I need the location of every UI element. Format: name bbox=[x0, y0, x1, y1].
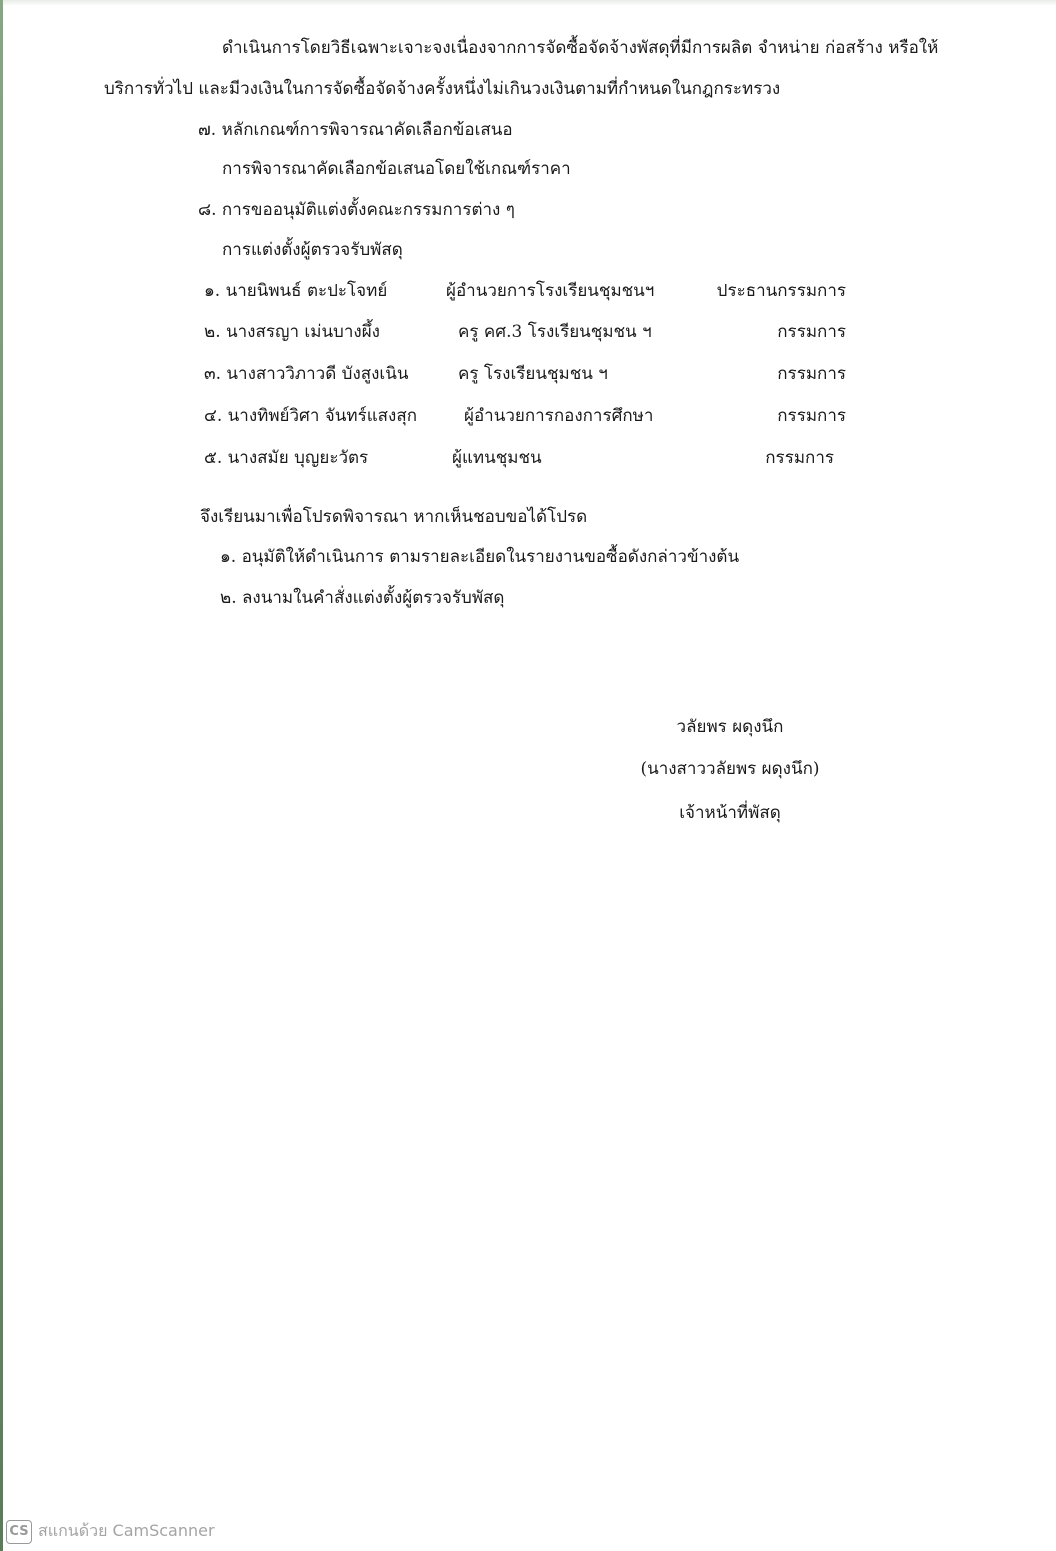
section-8-heading: ๘. การขออนุมัติแต่งตั้งคณะกรรมการต่าง ๆ bbox=[198, 200, 515, 220]
committee-row bbox=[0, 445, 1056, 471]
member-name: ๑. นายนิพนธ์ ตะปะโจทย์ bbox=[204, 281, 388, 301]
section-7-body: การพิจารณาคัดเลือกข้อเสนอโดยใช้เกณฑ์ราคา bbox=[222, 159, 571, 179]
scan-left-edge bbox=[0, 0, 3, 1551]
committee-row bbox=[0, 278, 1056, 304]
member-name: ๕. นางสมัย บุญยะวัตร bbox=[204, 448, 369, 468]
member-name: ๓. นางสาววิภาวดี บังสูงเนิน bbox=[204, 364, 409, 384]
member-role: กรรมการ bbox=[777, 406, 846, 426]
signatory-name: (นางสาววลัยพร ผดุงนึก) bbox=[640, 759, 820, 779]
camscanner-label: สแกนด้วย CamScanner bbox=[38, 1521, 215, 1540]
member-position: ผู้อำนวยการกองการศึกษา bbox=[464, 406, 654, 426]
camscanner-logo-icon: CS bbox=[6, 1520, 32, 1544]
closing-text: จึงเรียนมาเพื่อโปรดพิจารณา หากเห็นชอบขอได้โปรด bbox=[200, 507, 588, 527]
member-role: ประธานกรรมการ bbox=[716, 281, 846, 301]
member-name: ๔. นางทิพย์วิศา จันทร์แสงสุก bbox=[204, 406, 418, 426]
member-position: ผู้แทนชุมชน bbox=[452, 448, 542, 468]
member-position: ครู คศ.3 โรงเรียนชุมชน ฯ bbox=[458, 322, 652, 342]
committee-row bbox=[0, 403, 1056, 429]
committee-row bbox=[0, 361, 1056, 387]
signature: วลัยพร ผดุงนึก bbox=[676, 717, 784, 737]
camscanner-watermark bbox=[6, 1519, 215, 1544]
member-name: ๒. นางสรญา เม่นบางผึ้ง bbox=[204, 322, 380, 342]
section-7-heading: ๗. หลักเกณฑ์การพิจารณาคัดเลือกข้อเสนอ bbox=[198, 120, 513, 140]
intro-line-2: บริการทั่วไป และมีวงเงินในการจัดซื้อจัดจ้างครั้งหนึ่งไม่เกินวงเงินตามที่กำหนดในกฎกระทรวง bbox=[104, 79, 781, 99]
signatory-title: เจ้าหน้าที่พัสดุ bbox=[679, 803, 781, 823]
section-8-body: การแต่งตั้งผู้ตรวจรับพัสดุ bbox=[222, 240, 403, 260]
intro-line-1: ดำเนินการโดยวิธีเฉพาะเจาะจงเนื่องจากการจัดซื้อจัดจ้างพัสดุที่มีการผลิต จำหน่าย ก่อสร้าง หรือให้ bbox=[222, 38, 939, 58]
closing-item-1: ๑. อนุมัติให้ดำเนินการ ตามรายละเอียดในรายงานขอซื้อดังกล่าวข้างต้น bbox=[220, 547, 740, 567]
closing-item-2: ๒. ลงนามในคำสั่งแต่งตั้งผู้ตรวจรับพัสดุ bbox=[220, 588, 505, 608]
committee-row bbox=[0, 319, 1056, 345]
member-role: กรรมการ bbox=[765, 448, 834, 468]
member-role: กรรมการ bbox=[777, 364, 846, 384]
scan-top-edge bbox=[0, 0, 1056, 6]
member-position: ผู้อำนวยการโรงเรียนชุมชนฯ bbox=[446, 281, 655, 301]
member-role: กรรมการ bbox=[777, 322, 846, 342]
member-position: ครู โรงเรียนชุมชน ฯ bbox=[458, 364, 608, 384]
